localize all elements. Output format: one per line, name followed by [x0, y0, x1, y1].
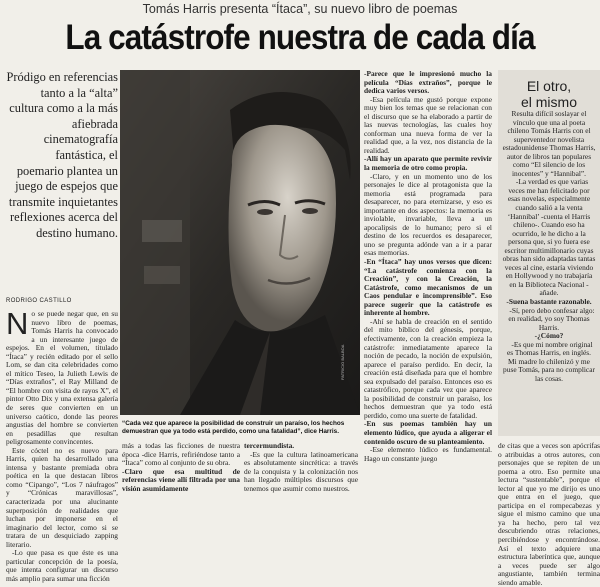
paragraph: más a todas las ficciones de nuestra época -dice Harris, refiriéndose tanto a “Ítaca” como al conjunto de su obra. [122, 441, 240, 468]
paragraph: -Lo que pasa es que éste es una particular concepción de la poesía, que intenta configurar un discurso más amplio para sumar una ficción [6, 548, 118, 583]
sidebar-title [500, 70, 598, 110]
sidebar-title-line: El otro, [526, 78, 572, 94]
paragraph-text: o se puede negar que, en su nuevo libro de poemas, Tomás Harris ha convocado a un interesante juego de espejos. En el volumen, titulado “Ítaca” y recién editado por el sello Lom, se dan cita celebridades como el mítico Teseo, la Julieth Lewis de “Días extraños”, el Ray Milland de “El hombre con visita de rayos X”, el pintor Otto Dix y una extensa galería de seres que convierten en un universo caótico, donde las peores angustias del hombre se convierten en pesadillas que resultan peligrosamente convincentes. [6, 309, 118, 447]
question: -¿Cómo? [534, 331, 564, 341]
column-3-bottom [244, 442, 358, 502]
paragraph: -Ahí se habla de creación en el sentido del mito bíblico del génesis, porque, efectivamente, con la creación empieza la catástrofe: inmediatamente aparece la noción de pecado, la noción de expulsión, aparece el paraíso perdido. En decir, la creación está diseñada para que el hombre sea expulsado del paraíso. Entonces eso es catastrófico, porque cada vez que aparece la posibilidad de construir un paraíso, los hechos demuestran que ya todo está perdido, como una suerte de fatalidad. [364, 316, 492, 420]
sidebar-text [502, 110, 596, 434]
paragraph: -Es que la cultura latinoamericana es absolutamente sincrética: a través de la conquista y la colonización nos han llegado múltiples discursos que tenemos que asumir como nuestros. [244, 449, 358, 493]
paragraph: -La verdad es que varias veces me han felicitado por esas novelas, especialmente cuando salió a la venta ‘Hannibal’ -cuenta el Harris chileno-. Cuando eso ha ocurrido, le he dicho a la persona que, si yo fuera ese escritor multimillonario cuyas obras han sido adaptadas tantas veces al cine, estaría viviendo en Hollywood y no trabajaría en la Biblioteca Nacional -añade. [502, 177, 596, 298]
dropcap: N [6, 306, 29, 341]
kicker: Tomás Harris presenta “Ítaca”, su nuevo libro de poemas [142, 2, 458, 16]
paragraph: -Claro, y en un momento uno de los personajes le dice al protagonista que la memoria está programada para desaparecer, no para eternizarse, y eso es importante en dos aspectos: la memoria es inviolable, invariable, lleva a un apocalipsis de lo humano; pero si el destino de los recuerdos es desaparecer, uno se pregunta adónde van a ir a parar esas memorias. [364, 171, 492, 258]
question: -Suena bastante razonable. [506, 297, 592, 307]
question: -Allí hay un aparato que permite revivir la memoria de otro como propia. [364, 154, 492, 173]
column-5-bottom [498, 441, 600, 587]
column-2-bottom [122, 442, 240, 502]
paragraph: -Esa película me gustó porque expone muy bien los temas que se relacionan con el discurso que se ha elaborado a partir de las nuevas tecnologías, las cuales hoy conforman una nueva forma de ver la realidad que, a la vez, nos distancia de la realidad. [364, 94, 492, 155]
paragraph: -Ese elemento lúdico es fundamental. Hago un constante juego [364, 445, 492, 463]
paragraph: Este cóctel no es nuevo para Harris, quien ha desarrollado una intensa y bastante premiada obra poética en la que destacan libros como “Cipango”, “Los 7 náufragos” y “Crónicas maravillosas”, caracterizada por una alucinante superposición de realidades que luchan por imponerse en el imaginario del lector, como si se tratara de un desquiciado zapping literario. [6, 445, 118, 549]
paragraph: -Sí, pero debo confesar algo: en realidad, yo soy Thomas Harris. [508, 305, 595, 332]
sidebar-title-line: el mismo [520, 94, 577, 110]
photo-caption: “Cada vez que aparece la posibilidad de construir un paraíso, los hechos demuestran que ya todo está perdido, como una fatalidad”, dice Harris. [122, 420, 345, 436]
question: tercermundista. [244, 441, 295, 450]
byline: RODRIGO CASTILLO [6, 298, 72, 304]
paragraph: de citas que a veces son apócrifas o atribuidas a otros autores, con personajes que se repiten de un poema a otro. Eso permite una lectura “sustentable”, porque el lector al que yo me dirijo es uno que entra en el juego, que participa en el rompecabezas y sigue el mismo camino que una ya ha hecho, pero tal vez descubriendo otras relaciones, percibiéndose y encontrándose. Así el texto adquiere una estructura laberíntica que, aunque a veces puede ser algo angustiante, también termina siendo amable. [498, 441, 600, 587]
portrait-photo [120, 70, 360, 415]
photo-credit: PATRICIO BALBOA [340, 344, 345, 380]
question: -En sus poemas también hay un elemento lúdico, que ayuda a aligerar el contenido oscuro de su planteamiento. [364, 419, 492, 446]
paragraph: -Es que mi nombre original es Thomas Harris, en inglés. Mi madre lo chilenizó y me puse Tomás, para no complicar las cosas. [503, 339, 595, 383]
headline: La catástrofe nuestra de cada día [65, 18, 535, 57]
paragraph [6, 306, 118, 447]
paragraph: Resulta difícil soslayar el vínculo que una al poeta chileno Tomás Harris con el superventedor novelista estadounidense Thomas Harris, autor de libros tan populares como “El silencio de los inocentes” y “Hannibal”. [502, 109, 596, 178]
column-1 [6, 306, 118, 583]
deck: Pródigo en referencias tanto a la “alta” cultura como a la más afiebrada cinematografía fantástica, el poemario plantea un juego de espejos que transmite inquietantes reflexiones acerca del destino humano. [6, 70, 118, 240]
question: -Claro que esa multitud de referencias viene allí filtrada por una visión asumidamente [122, 466, 240, 493]
column-4 [364, 70, 492, 502]
question: -Parece que le impresionó mucho la película “Días extraños”, porque le dedica varios versos. [364, 69, 492, 96]
question: -En “Ítaca” hay unos versos que dicen: “La catástrofe comienza con la Creación”, y con la Creación, la Catástrofe, como mecanismos de un Caos pendular e incomprensible”. Eso parece sugerir que la catástrofe es inherente al hombre. [364, 257, 492, 318]
portrait-illustration [120, 70, 360, 415]
